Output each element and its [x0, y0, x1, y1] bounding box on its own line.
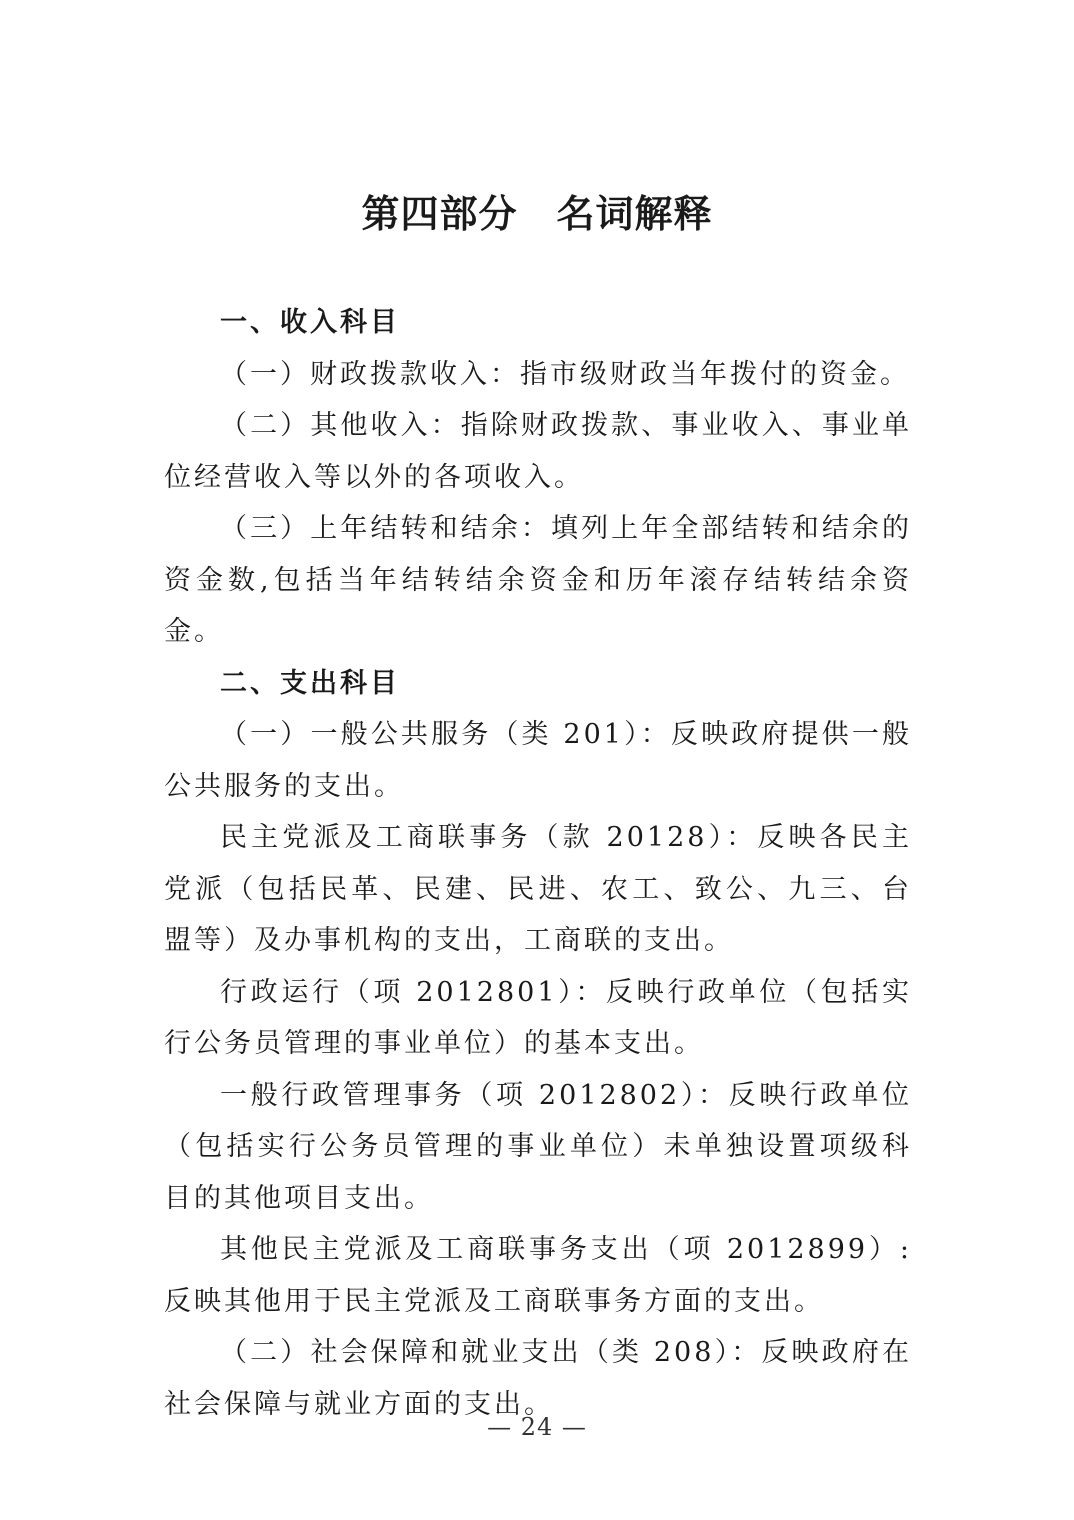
paragraph: （一）一般公共服务（类 201）：反映政府提供一般公共服务的支出。 — [164, 719, 912, 802]
paragraph: （二）其他收入：指除财政拨款、事业收入、事业单位经营收入等以外的各项收入。 — [164, 410, 912, 493]
document-body — [164, 297, 912, 1430]
page-title: 第四部分 名词解释 — [361, 191, 713, 236]
paragraph: （一）财政拨款收入：指市级财政当年拨付的资金。 — [220, 358, 910, 390]
paragraph: 一般行政管理事务（项 2012802）：反映行政单位（包括实行公务员管理的事业单位）未单独设置项级科目的其他项目支出。 — [164, 1079, 912, 1214]
paragraph: （三）上年结转和结余：填列上年全部结转和结余的资金数,包括当年结转结余资金和历年滚存结转结余资金。 — [164, 513, 912, 647]
section-heading-income: 一、收入科目 — [220, 307, 400, 338]
section-heading-expenditure: 二、支出科目 — [220, 667, 400, 699]
page-number: — 24 — — [487, 1413, 587, 1441]
paragraph: 其他民主党派及工商联事务支出（项 2012899）:反映其他用于民主党派及工商联事务方面的支出。 — [164, 1234, 912, 1317]
paragraph: 行政运行（项 2012801）：反映行政单位（包括实行公务员管理的事业单位）的基本支出。 — [164, 976, 912, 1059]
paragraph: 民主党派及工商联事务（款 20128）：反映各民主党派（包括民革、民建、民进、农工、致公、九三、台盟等）及办事机构的支出，工商联的支出。 — [164, 822, 912, 956]
paragraph: （二）社会保障和就业支出（类 208）：反映政府在社会保障与就业方面的支出。 — [164, 1337, 912, 1420]
